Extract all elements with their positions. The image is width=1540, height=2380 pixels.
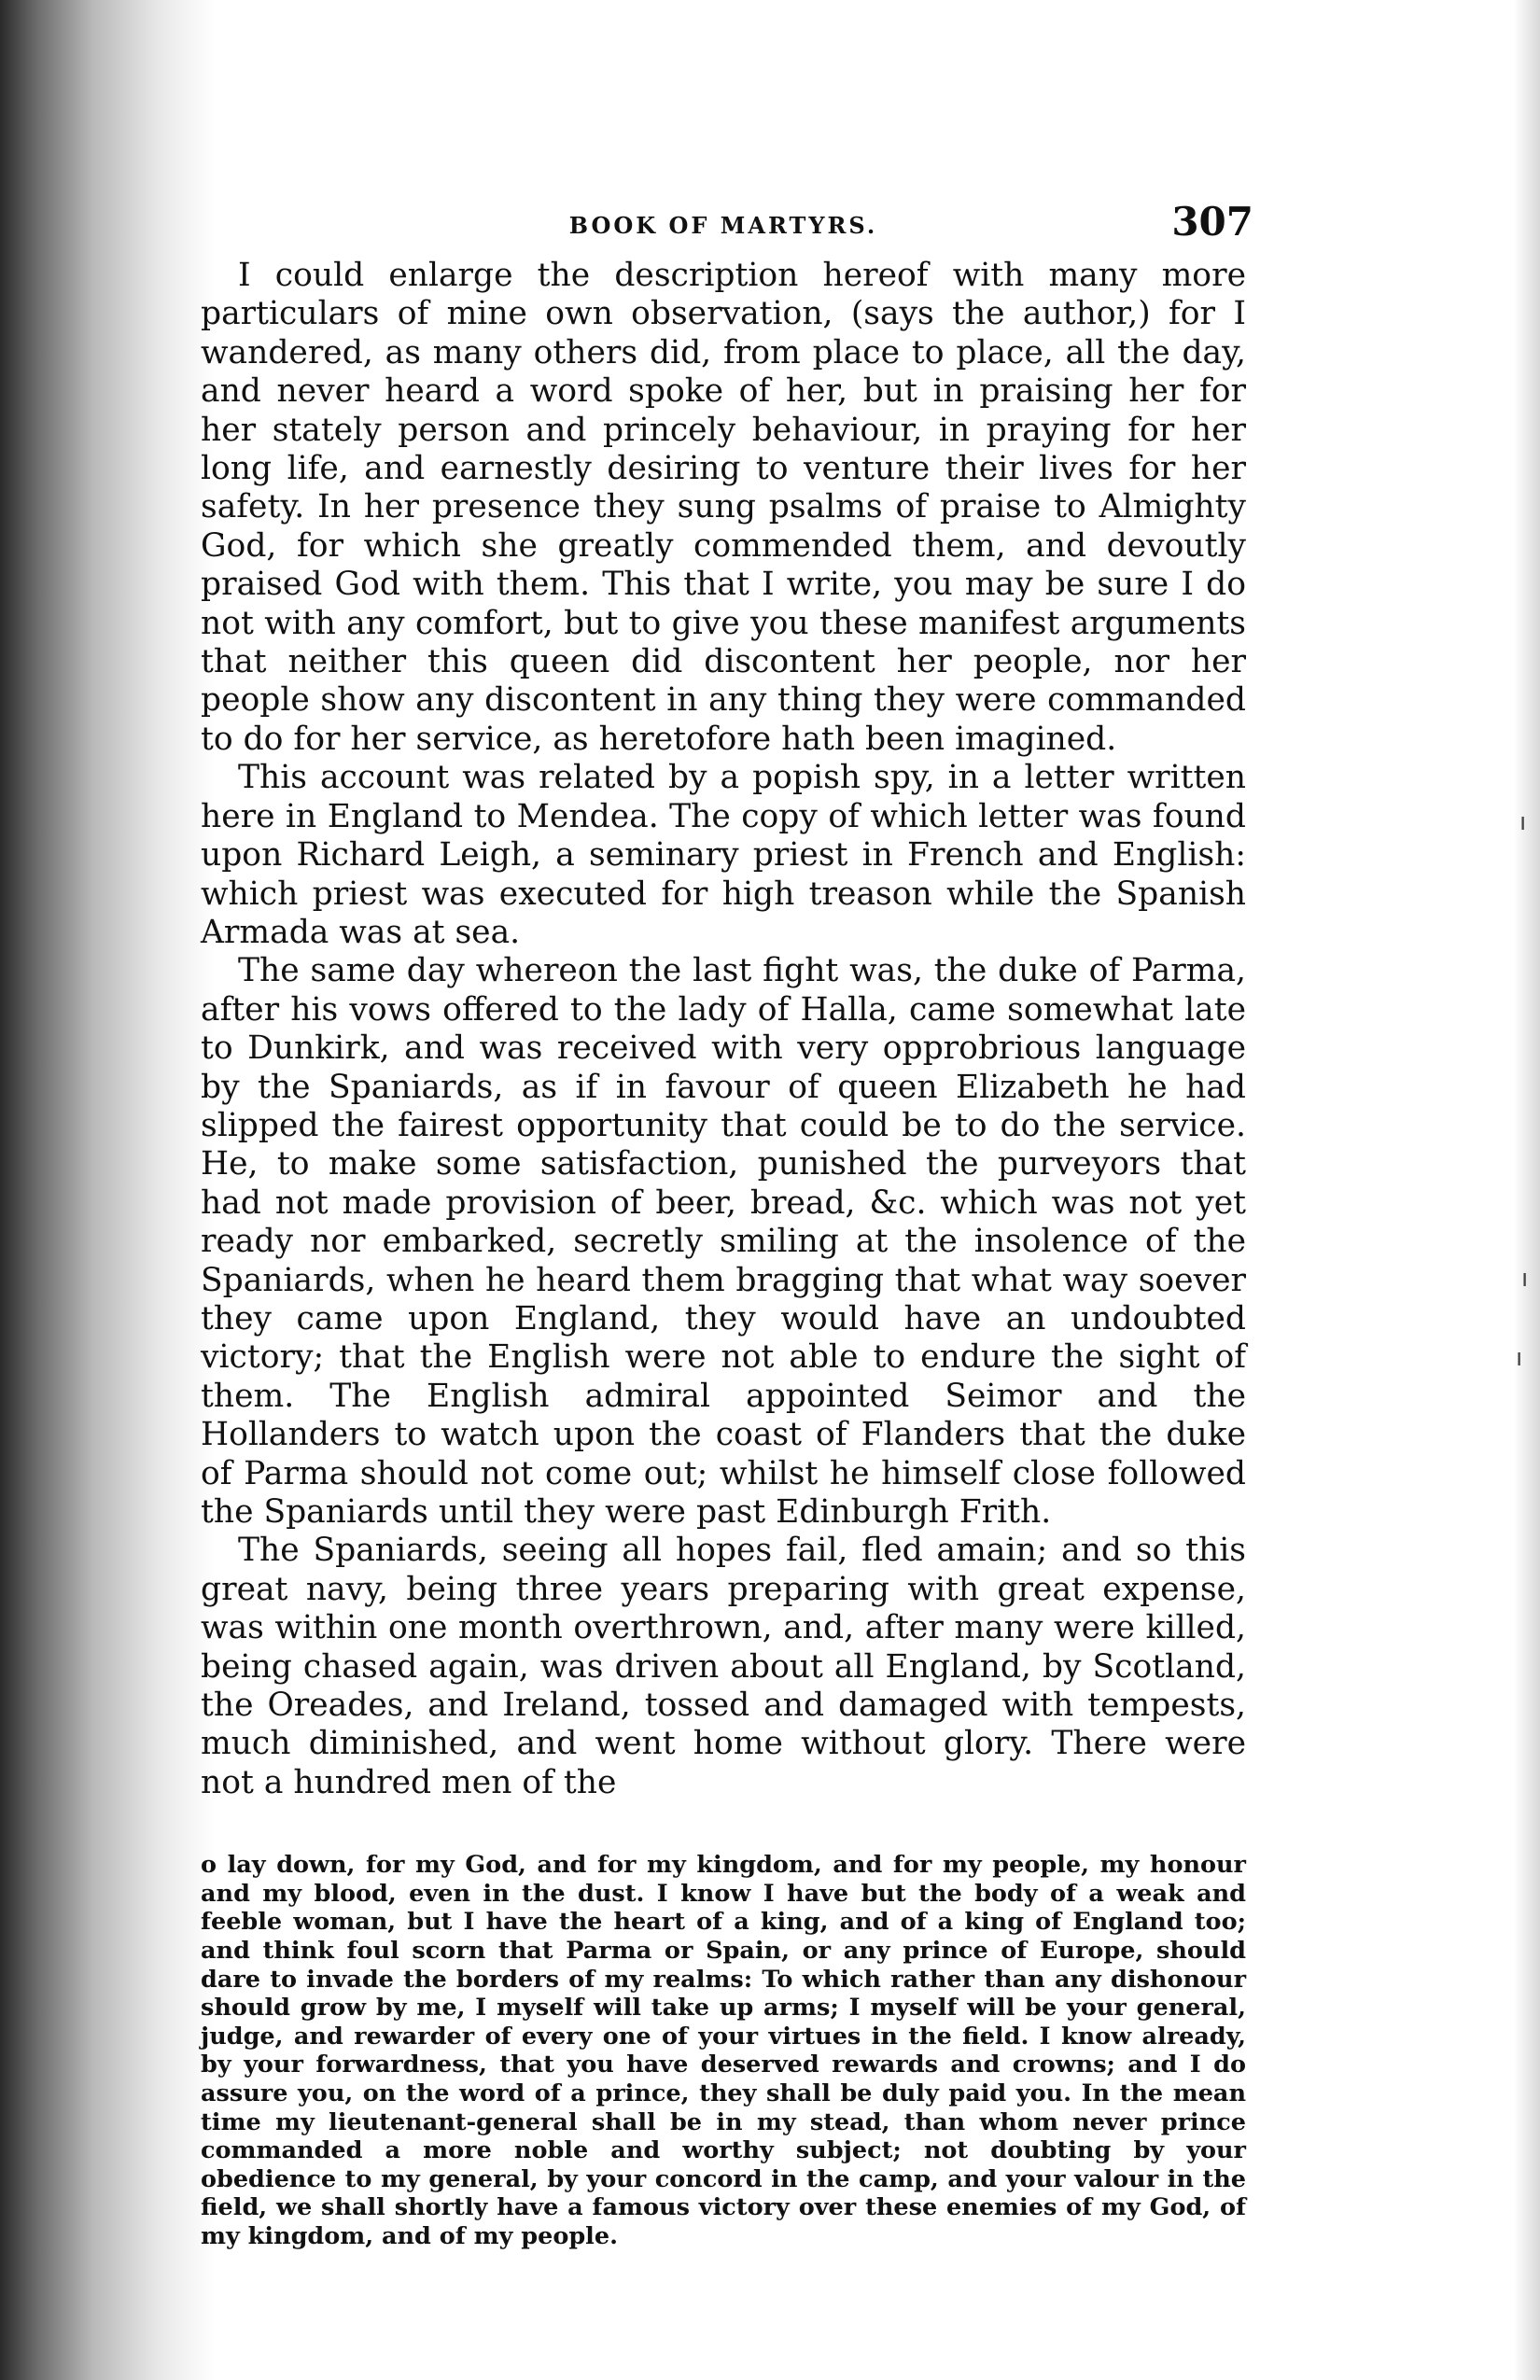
scan-shadow-left (0, 0, 215, 2380)
main-text (201, 257, 1246, 1802)
margin-speck: ı (1516, 1344, 1523, 1372)
margin-speck: ı (1519, 808, 1527, 836)
paragraph-duke-of-parma: The same day whereon the last fight was, the duke of Parma, after his vows offered to the lady of Halla, came somewhat late to Dunkirk, and was received with very opprobrious language by the Spaniards, as if in favour of queen Elizabeth he had slipped the fairest opportunity that could be to do the service. He, to make some satisfaction, punished the purveyors that had not made provision of beer, bread, &c. which was not yet ready nor embarked, secretly smiling at the insolence of the Spaniards, when he heard them bragging that what way soever they came upon England, they would have an undoubted victory; that the English were not able to endure the sight of them. The English admiral appointed Seimor and the Hollanders to watch upon the coast of Flanders that the duke of Parma should not come out; whilst he himself close followed the Spaniards until they were past Edinburgh Frith. (201, 952, 1246, 1531)
footnote-text: o lay down, for my God, and for my kingdom, and for my people, my honour and my blood, even in the dust. I know I have but the body of a weak and feeble woman, but I have the heart of a king, and of a king of England too; and think foul scorn that Parma or Spain, or any prince of Europe, should dare to invade the borders of my realms: To which rather than any dishonour should grow by me, I myself will take up arms; I myself will be your general, judge, and rewarder of every one of your virtues in the field. I know already, by your forwardness, that you have deserved rewards and crowns; and I do assure you, on the word of a prince, they shall be duly paid you. In the mean time my lieutenant-general shall be in my stead, than whom never prince commanded a more noble and worthy subject; not doubting by your obedience to my general, by your concord in the camp, and your valour in the field, we shall shortly have a famous victory over these enemies of my God, of my kingdom, and of my people. (201, 1851, 1246, 2250)
paragraph-description: I could enlarge the description hereof with many more particulars of mine own observation, (says the author,) for I wandered, as many others did, from place to place, all the day, and never heard a word spoke of her, but in praising her for her stately person and princely behaviour, in praying for her long life, and earnestly desiring to venture their lives for her safety. In her presence they sung psalms of praise to Almighty God, for which she greatly commended them, and devoutly praised God with them. This that I write, you may be sure I do not with any comfort, but to give you these manifest arguments that neither this queen did discontent her people, nor her people show any discontent in any thing they were commanded to do for her service, as heretofore hath been imagined. (201, 257, 1246, 758)
margin-speck: ı (1521, 1265, 1529, 1293)
running-title: BOOK OF MARTYRS. (568, 212, 878, 239)
running-header (201, 191, 1253, 257)
book-page (201, 191, 1253, 2251)
paragraph-popish-spy: This account was related by a popish spy, in a letter written here in England to Mendea. The copy of which letter was found upon Richard Leigh, a seminary priest in French and English: which priest was executed for high treason while the Spanish Armada was at sea. (201, 759, 1246, 951)
footnote (201, 1851, 1246, 2250)
scan-shadow-right (1514, 0, 1540, 2380)
paragraph-spaniards-fled: The Spaniards, seeing all hopes fail, fled amain; and so this great navy, being three years preparing with great expense, was within one month overthrown, and, after many were killed, being chased again, was driven about all England, by Scotland, the Oreades, and Ireland, tossed and damaged with tempests, much diminished, and went home without glory. There were not a hundred men of the (201, 1532, 1246, 1801)
page-number: 307 (1171, 199, 1253, 245)
